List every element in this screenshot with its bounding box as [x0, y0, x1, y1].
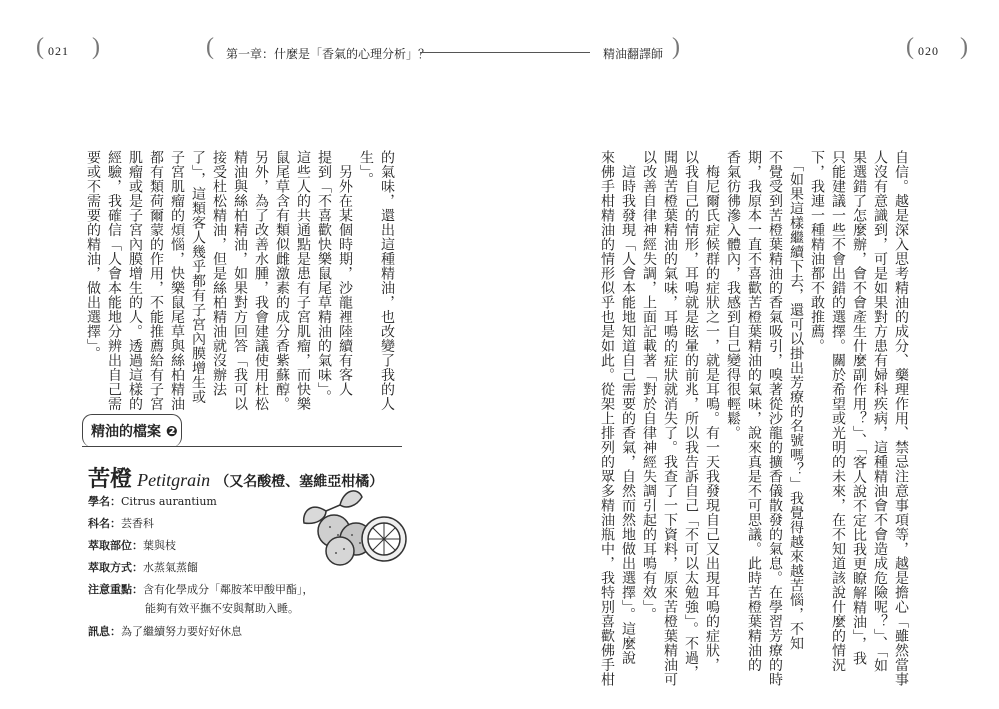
text-column: 另外在某個時期，沙龍裡陸續有客人	[337, 150, 353, 397]
left-page-number: 021	[48, 44, 69, 58]
text-column: 以我自己的情形，耳鳴就是眩暈的前兆，所以我告訴自己「不可以太勉強」。不過，	[683, 150, 699, 680]
text-column: 提到「不喜歡快樂鼠尾草精油的氣味」。	[316, 150, 332, 404]
text-column: 要或不需要的精油，做出選擇」。	[85, 150, 101, 361]
profile-field-scientific-name: 學名：Citrus aurantium	[88, 495, 217, 508]
oil-name-latin: Petitgrain	[137, 470, 211, 490]
profile-tab	[82, 414, 182, 447]
text-column: 聞過苦橙葉精油的氣味，耳鳴的症狀就消失了。我查了一下資料，原來苦橙葉精油可	[662, 150, 678, 687]
profile-field-family: 科名：芸香科	[88, 517, 154, 530]
text-column: 另外，為了改善水腫，我會建議使用杜松	[253, 150, 269, 411]
text-column: 了」，這類客人幾乎都有子宮內膜增生或	[190, 150, 206, 404]
profile-divider	[82, 446, 402, 447]
text-column: 經驗，我確信「人會本能地分辨出自己需	[106, 150, 122, 411]
profile-field-extraction-part: 萃取部位：葉與枝	[88, 539, 176, 552]
right-page-number: 020	[918, 44, 939, 58]
profile-tab-label: 精油的檔案 ❷	[91, 424, 178, 440]
chapter-bracket-open: (	[206, 34, 214, 60]
left-page-number-bracket-close: )	[92, 34, 100, 60]
text-column: 精油與絲柏精油，如果對方回答「我可以	[232, 150, 248, 411]
left-page-number-bracket-open: (	[36, 34, 44, 60]
text-column: 只能建議一些不會出錯的選擇。關於希望或光明的未來，在不知道該說什麼的情況	[830, 150, 846, 672]
text-column: 自信。越是深入思考精油的成分、藥理作用、禁忌注意事項等，越是擔心「雖然當事	[893, 150, 909, 687]
text-column: 果選錯了怎麼辦，會不會產生什麼副作用？」、「客人說不定比我更瞭解精油」，我	[851, 150, 867, 666]
right-page-number-bracket-open: (	[906, 34, 914, 60]
bitter-orange-illustration	[296, 483, 416, 573]
profile-field-extraction-method: 萃取方式：水蒸氣蒸餾	[88, 561, 198, 574]
chapter-title: 第一章：什麼是「香氣的心理分析」？	[226, 47, 431, 61]
text-column: 梅尼爾氏症候群的症狀之一，就是耳鳴。有一天我發現自己又出現耳鳴的症狀，	[704, 150, 720, 672]
right-page-number-bracket-close: )	[960, 34, 968, 60]
text-column: 不覺受到苦橙葉精油的香氣吸引，嗅著從沙龍的擴香儀散發的氣息。在學習芳療的時	[767, 150, 783, 687]
text-column: 期，我原本一直不喜歡苦橙葉精油的氣味，說來真是不可思議。此時苦橙葉精油的	[746, 150, 762, 672]
right-page-body	[596, 150, 911, 687]
text-column: 生」。	[358, 150, 374, 187]
oil-name-zh: 苦橙	[88, 466, 133, 492]
text-column: 這時我發現「人會本能地知道自己需要的香氣，自然而然地做出選擇」。這麼說	[620, 150, 636, 665]
text-column: 肌瘤或是子宮內膜增生的人。透過這樣的	[127, 150, 143, 411]
text-column: 「如果這樣繼續下去，還可以掛出芳療的名號嗎？」我覺得越來越苦惱，不知	[788, 150, 804, 651]
text-column: 這些人的共通點是患有子宮肌瘤，而快樂	[295, 150, 311, 411]
left-page-body	[82, 150, 397, 411]
profile-field-notes-continued: 能夠有效平撫不安與幫助入睡。	[145, 602, 299, 615]
text-column: 香氣彷彿滲入體內，我感到自己變得很輕鬆。	[725, 150, 741, 440]
text-column: 以改善自律神經失調，上面記載著「對於自律神經失調引起的耳鳴有效」。	[641, 150, 657, 622]
text-column: 鼠尾草含有類似雌激素的成分香紫蘇醇。	[274, 150, 290, 411]
book-title: 精油翻譯師	[603, 47, 664, 61]
text-column: 人沒有意識到，可是如果對方患有婦科疾病，這種精油會不會造成危險呢？」、「如	[872, 150, 888, 673]
text-column: 來佛手柑精油的情形似乎也是如此。從架上排列的眾多精油瓶中，我特別喜歡佛手柑	[599, 150, 615, 687]
profile-field-notes: 注意重點：含有化學成分「鄰胺苯甲酸甲酯」，	[88, 583, 314, 596]
text-column: 下，我連一種精油都不敢推薦。	[809, 150, 825, 353]
book-title-bracket-close: )	[672, 34, 680, 60]
text-column: 子宮肌瘤的煩惱，快樂鼠尾草與絲柏精油	[169, 150, 185, 411]
text-column: 的氣味，還出這種精油，也改變了我的人	[379, 150, 395, 411]
header-divider	[420, 52, 590, 53]
text-column: 接受杜松精油，但是絲柏精油就沒辦法	[211, 150, 227, 397]
profile-field-message: 訊息：為了繼續努力要好好休息	[88, 625, 242, 638]
oil-name-alias: （又名酸橙、塞維亞柑橘）	[215, 474, 384, 490]
text-column: 都有類荷爾蒙的作用，不能推薦給有子宮	[148, 150, 164, 411]
